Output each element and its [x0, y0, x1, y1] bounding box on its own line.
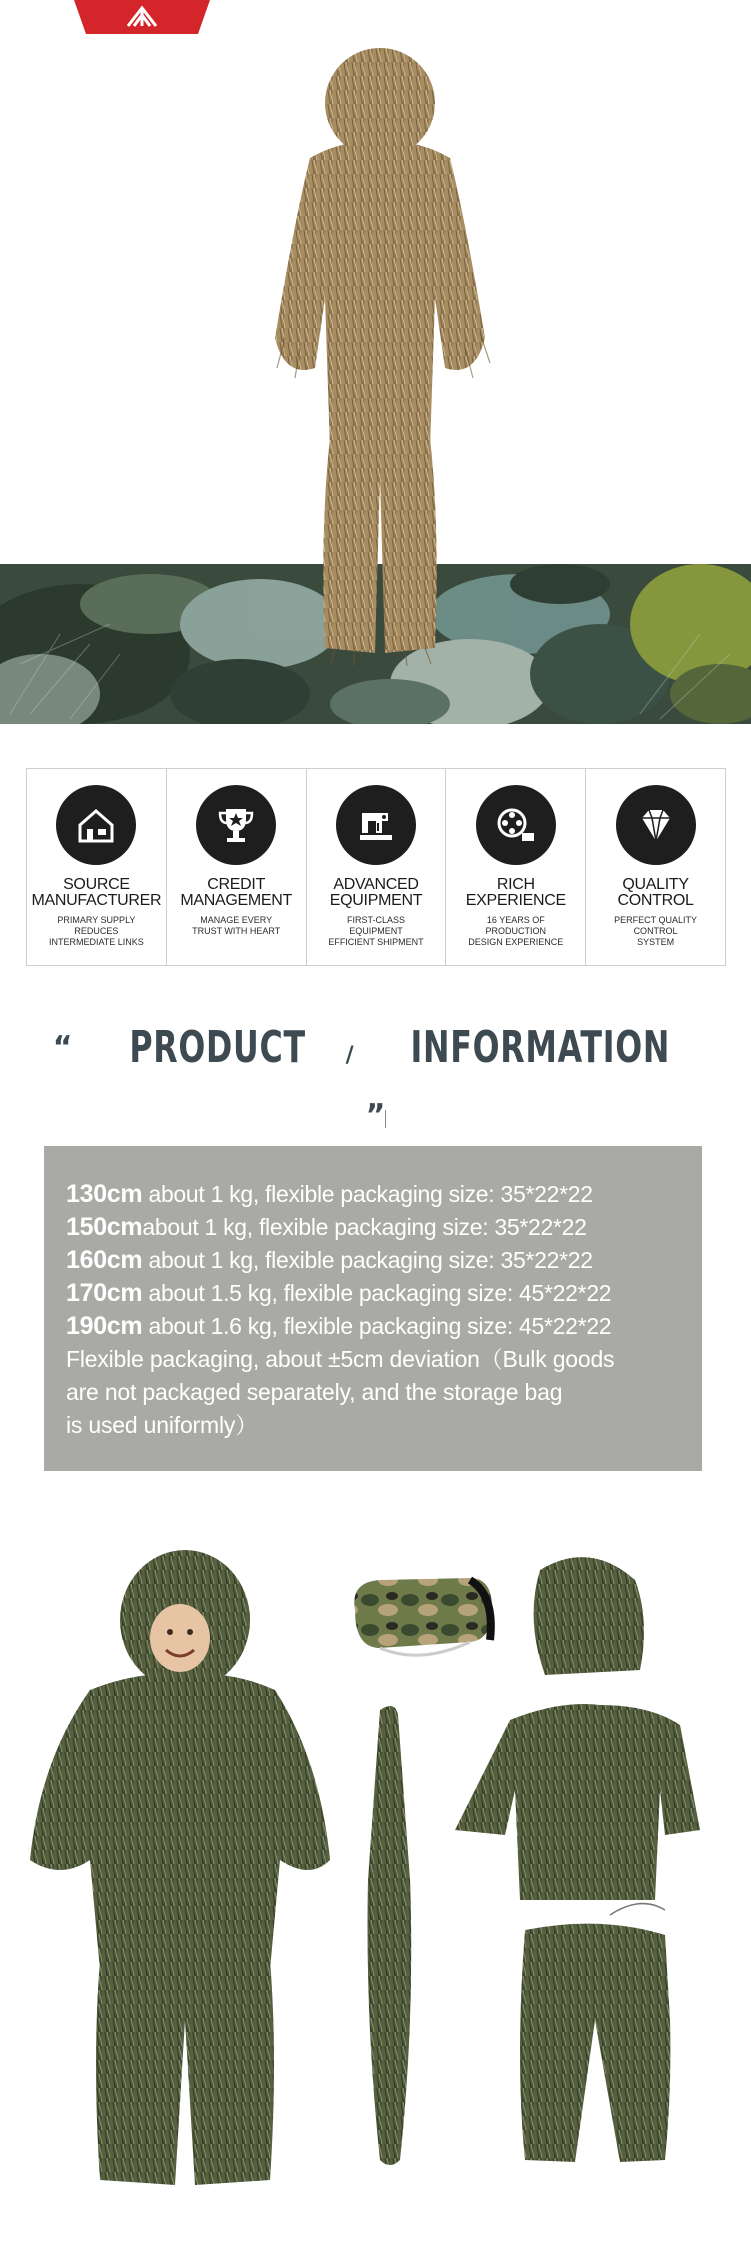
- features-panel: [26, 768, 726, 966]
- rifle-wrap-piece: [368, 1706, 412, 2165]
- feature-title: QUALITY CONTROL: [617, 876, 694, 909]
- feature-source-manufacturer: [27, 769, 167, 965]
- brand-logo-tab[interactable]: [74, 0, 210, 34]
- spec-row: 150cmabout 1 kg, flexible packaging size: 35*22*22: [66, 1213, 587, 1241]
- heading-separator: /: [345, 1043, 354, 1068]
- feature-quality-control: [586, 769, 725, 965]
- child-in-ghillie-suit: [30, 1550, 330, 2185]
- feature-description: PRIMARY SUPPLY REDUCES INTERMEDIATE LINKS: [48, 915, 144, 947]
- storage-bag: [354, 1578, 492, 1655]
- spec-row: 130cm about 1 kg, flexible packaging size: 35*22*22: [66, 1180, 593, 1208]
- product-components-image: [0, 1500, 751, 2200]
- feature-title: SOURCE MANUFACTURER: [31, 876, 162, 909]
- section-heading: [0, 1018, 751, 1133]
- pants-piece: [520, 1904, 670, 2162]
- spec-row: 160cm about 1 kg, flexible packaging size: 35*22*22: [66, 1246, 593, 1274]
- feature-rich-experience: [446, 769, 586, 965]
- open-quote: “: [52, 1030, 73, 1065]
- feature-title: RICH EXPERIENCE: [465, 876, 566, 909]
- jacket-piece: [455, 1704, 700, 1900]
- film-reel-icon: [476, 785, 556, 865]
- feature-title: CREDIT MANAGEMENT: [180, 876, 293, 909]
- feature-description: 16 YEARS OF PRODUCTION DESIGN EXPERIENCE: [468, 915, 564, 947]
- trophy-icon: [196, 785, 276, 865]
- spec-note: Flexible packaging, about ±5cm deviation（Bulk goods are not packaged separately, and the storage bag is used uniformly）: [66, 1346, 615, 1438]
- house-icon: [56, 785, 136, 865]
- feature-description: MANAGE EVERY TRUST WITH HEART: [192, 915, 281, 936]
- specifications-box: [44, 1146, 702, 1471]
- diamond-icon: [616, 785, 696, 865]
- heading-word-product: PRODUCT: [128, 1022, 306, 1073]
- feature-title: ADVANCED EQUIPMENT: [329, 876, 423, 909]
- spec-row: 190cm about 1.6 kg, flexible packaging size: 45*22*22: [66, 1312, 612, 1340]
- ghillie-suit-image: [255, 48, 505, 668]
- feature-description: PERFECT QUALITY CONTROL SYSTEM: [614, 915, 697, 947]
- hood-piece: [534, 1557, 644, 1675]
- spec-row: 170cm about 1.5 kg, flexible packaging size: 45*22*22: [66, 1279, 612, 1307]
- feature-advanced-equipment: [307, 769, 447, 965]
- divider-line: [385, 1110, 386, 1128]
- feature-credit-management: [167, 769, 307, 965]
- sewing-machine-icon: [336, 785, 416, 865]
- feature-description: FIRST-CLASS EQUIPMENT EFFICIENT SHIPMENT: [328, 915, 424, 947]
- heading-word-information: INFORMATION: [410, 1022, 670, 1073]
- close-quote: ”: [365, 1098, 386, 1133]
